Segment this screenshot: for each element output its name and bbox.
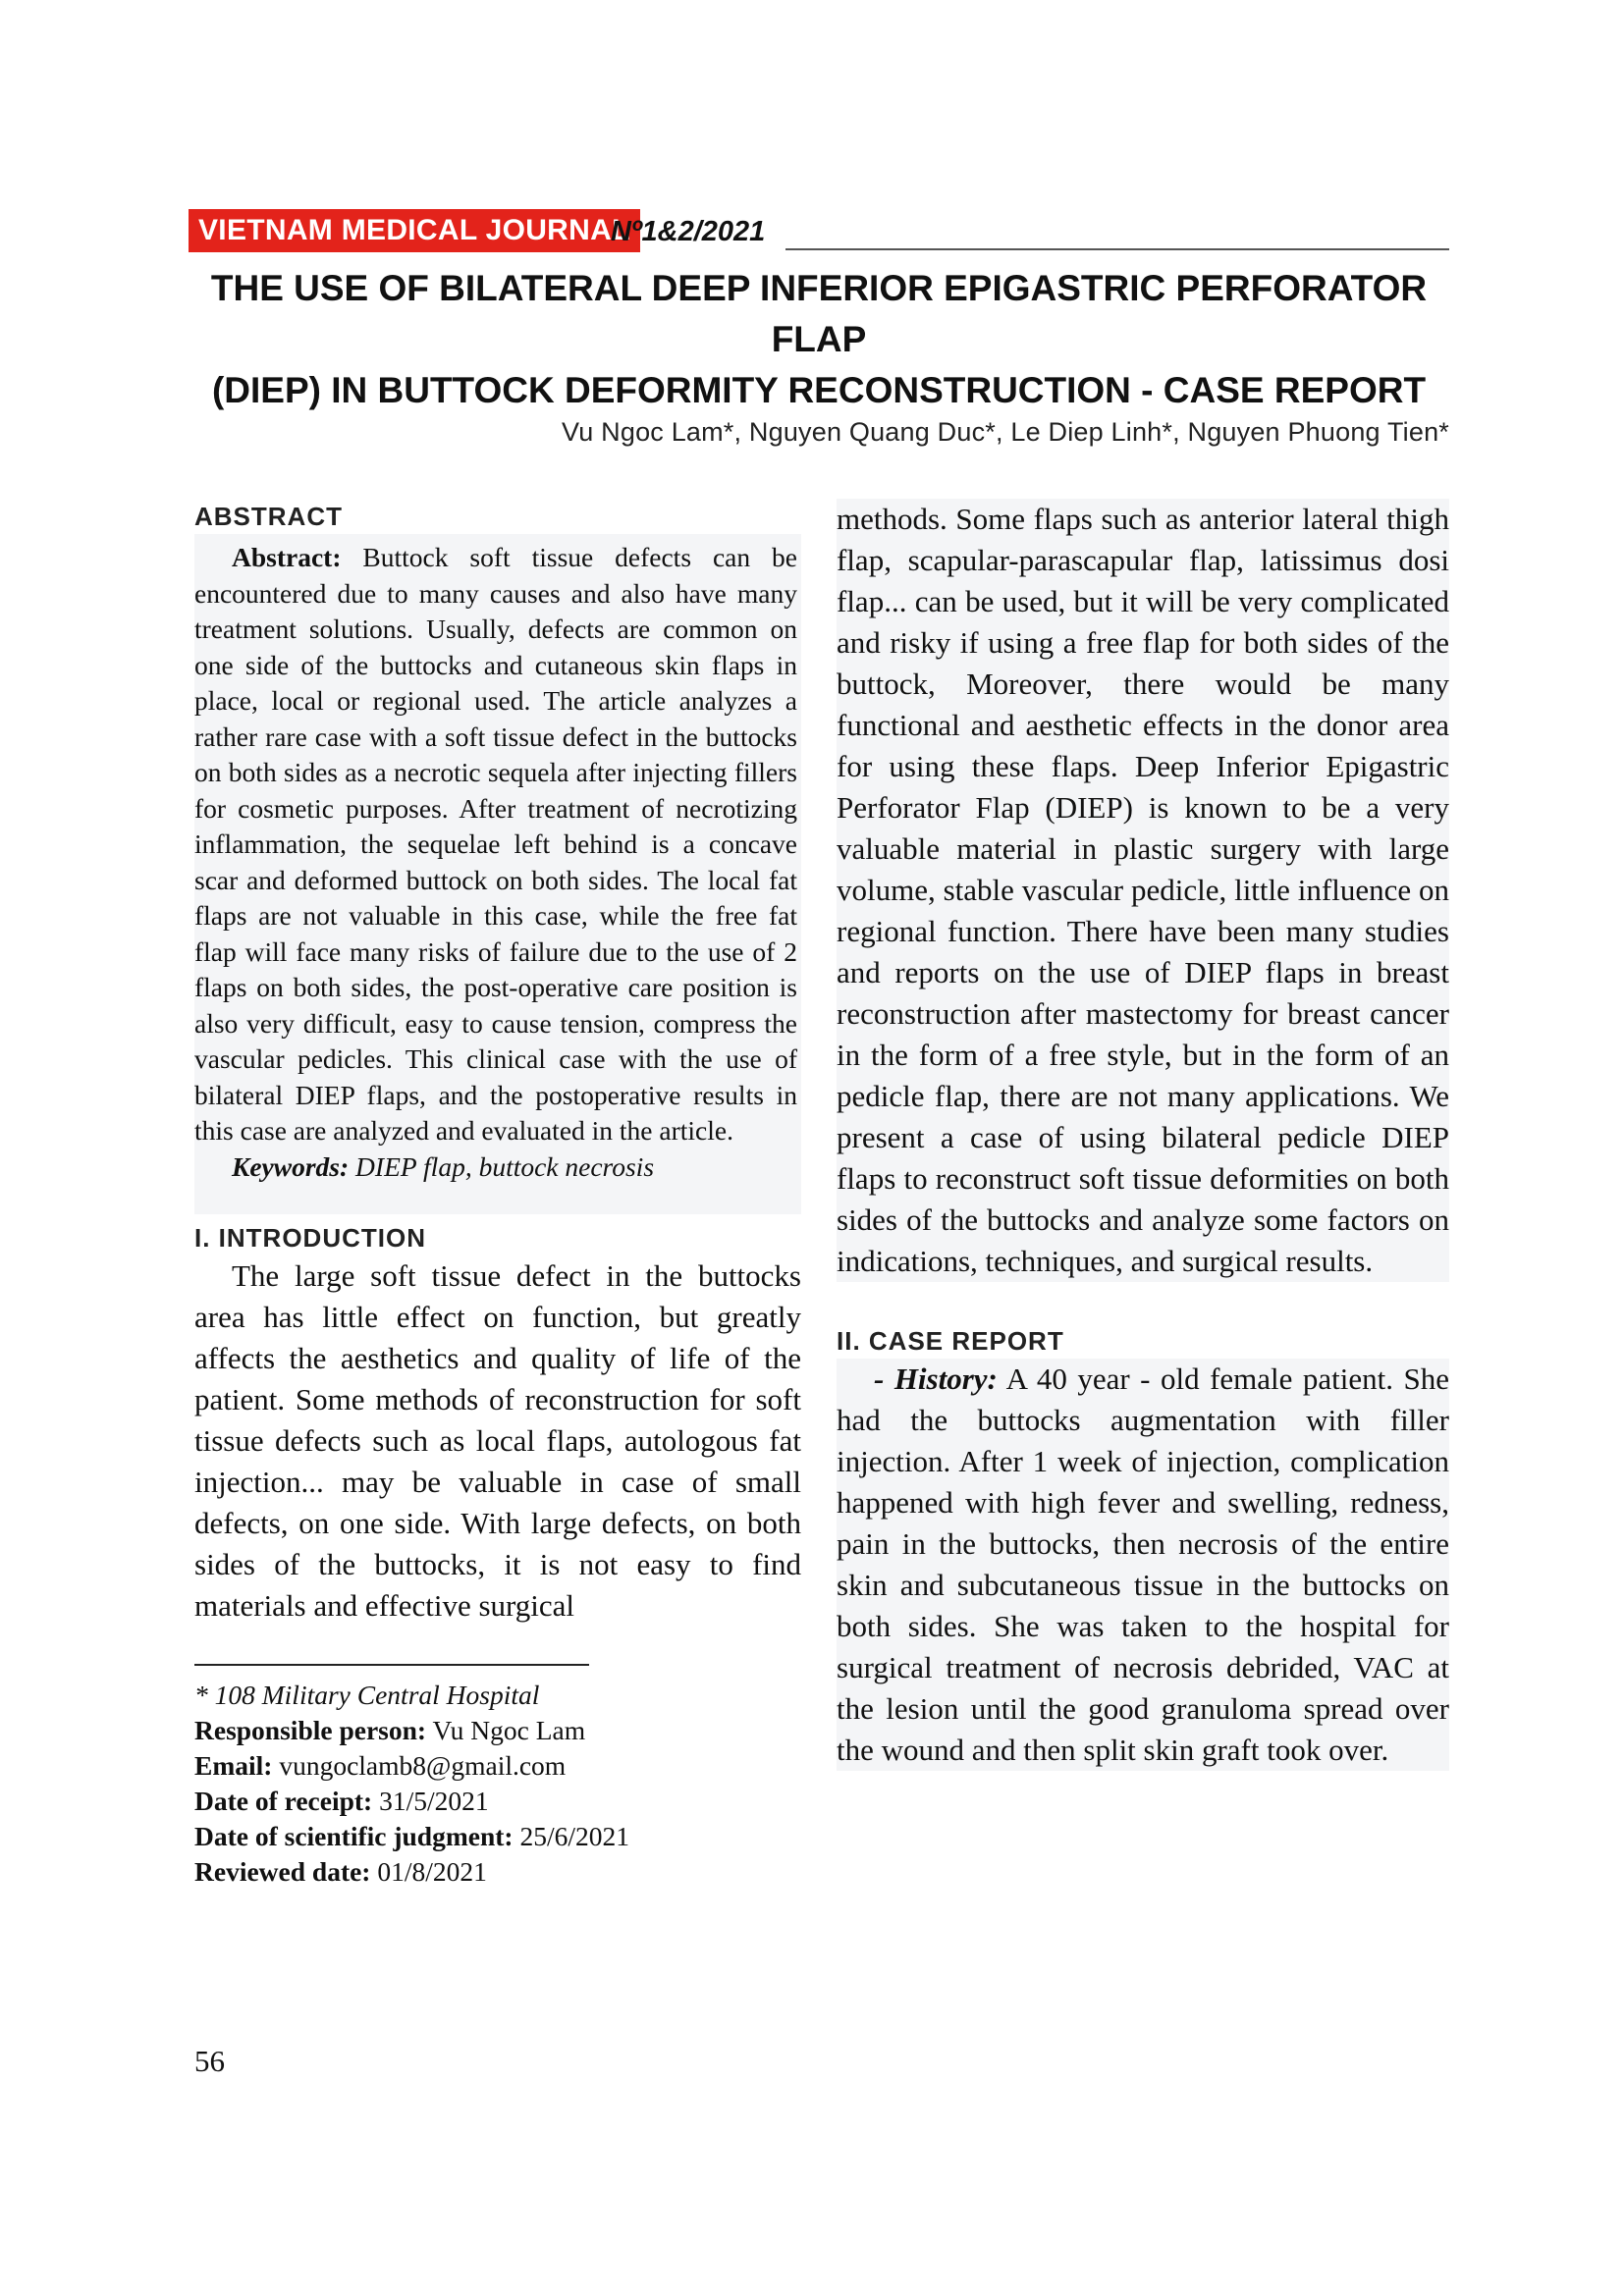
email-label: Email: <box>194 1750 273 1781</box>
keywords-text: DIEP flap, buttock necrosis <box>355 1150 655 1182</box>
receipt-value: 31/5/2021 <box>379 1786 489 1816</box>
keywords-paragraph <box>194 1149 797 1186</box>
responsible-label: Responsible person: <box>194 1715 427 1745</box>
judgment-value: 25/6/2021 <box>519 1821 629 1851</box>
left-column <box>194 499 801 1890</box>
journal-name-tag: VIETNAM MEDICAL JOURNAL <box>189 209 640 252</box>
right-column <box>837 499 1449 1771</box>
introduction-heading: I. INTRODUCTION <box>194 1223 426 1253</box>
history-text: A 40 year - old female patient. She had the buttocks augmentation with filler injection. After 1 week of injection, complication happened with high fever and swelling, redness, pain in the buttocks, then necrosis of the entire skin and subcutaneous tissue in the buttocks on both sides. She was taken to the hospital for surgical treatment of necrosis debrided, VAC at the lesion until the good granuloma spread over the wound and then split skin graft took over. <box>837 1362 1450 1767</box>
history-label: - History: <box>874 1362 998 1396</box>
keywords-label: Keywords: <box>232 1150 350 1182</box>
page-number: 56 <box>194 2044 225 2078</box>
introduction-paragraph-right: methods. Some flaps such as anterior lateral thigh flap, scapular-parascapular flap, latissimus dosi flap... can be used, but it will be very complicated and risky if using a free flap for both sides of the buttock, Moreover, there would be many functional and aesthetic effects in the donor area for using these flaps. Deep Inferior Epigastric Perforator Flap (DIEP) is known to be a very valuable material in plastic surgery with large volume, stable vascular pedicle, little influence on regional function. There have been many studies and reports on the use of DIEP flaps in breast reconstruction after mastectomy for breast cancer in the form of a free style, but in the form of an pedicle flap, there are not many applications. We present a case of using bilateral pedicle DIEP flaps to reconstruct soft tissue deformities on both sides of the buttocks and analyze some factors on indications, techniques, and surgical results. <box>837 499 1449 1282</box>
issue-number: Nº1&2/2021 <box>611 216 766 247</box>
header-rule <box>785 248 1449 250</box>
history-paragraph <box>837 1359 1449 1771</box>
abstract-box <box>194 534 801 1214</box>
footnote <box>194 1678 801 1890</box>
abstract-paragraph <box>194 540 797 1149</box>
case-report-heading: II. CASE REPORT <box>837 1326 1064 1356</box>
abstract-label: Abstract: <box>232 542 342 572</box>
receipt-label: Date of receipt: <box>194 1786 373 1816</box>
abstract-heading: ABSTRACT <box>194 502 343 531</box>
title-line-2: (DIEP) IN BUTTOCK DEFORMITY RECONSTRUCTION - CASE REPORT <box>211 370 1427 410</box>
author-list: Vu Ngoc Lam*, Nguyen Quang Duc*, Le Diep Linh*, Nguyen Phuong Tien* <box>562 417 1449 447</box>
title-line-1: THE USE OF BILATERAL DEEP INFERIOR EPIGASTRIC PERFORATOR FLAP <box>210 268 1428 359</box>
responsible-value: Vu Ngoc Lam <box>432 1715 586 1745</box>
abstract-text: Buttock soft tissue defects can be encountered due to many causes and also have many treatment solutions. Usually, defects are common on one side of the buttocks and cutaneous skin flaps in place, local or regional used. The article analyzes a rather rare case with a soft tissue defect in the buttocks on both sides as a necrotic sequela after injecting fillers for cosmetic purposes. After treatment of necrotizing inflammation, the sequelae left behind is a concave scar and deformed buttock on both sides. The local fat flaps are not valuable in this case, while the free fat flap will face many risks of failure due to the use of 2 flaps on both sides, the post-operative care position is also very difficult, easy to cause tension, compress the vascular pedicles. This clinical case with the use of bilateral DIEP flaps, and the postoperative results in this case are analyzed and evaluated in the article. <box>194 542 797 1146</box>
article-title <box>189 263 1449 416</box>
reviewed-label: Reviewed date: <box>194 1856 371 1887</box>
email-value: vungoclamb8@gmail.com <box>279 1750 567 1781</box>
judgment-label: Date of scientific judgment: <box>194 1821 514 1851</box>
introduction-paragraph-left: The large soft tissue defect in the buttocks area has little effect on function, but greatly affects the aesthetics and quality of life of the patient. Some methods of reconstruction for soft tissue defects such as local flaps, autologous fat injection... may be valuable in case of small defects, on one side. With large defects, on both sides of the buttocks, it is not easy to find materials and effective surgical <box>194 1258 801 1623</box>
reviewed-value: 01/8/2021 <box>377 1856 487 1887</box>
affiliation: * 108 Military Central Hospital <box>194 1680 540 1710</box>
footnote-rule <box>194 1664 589 1666</box>
